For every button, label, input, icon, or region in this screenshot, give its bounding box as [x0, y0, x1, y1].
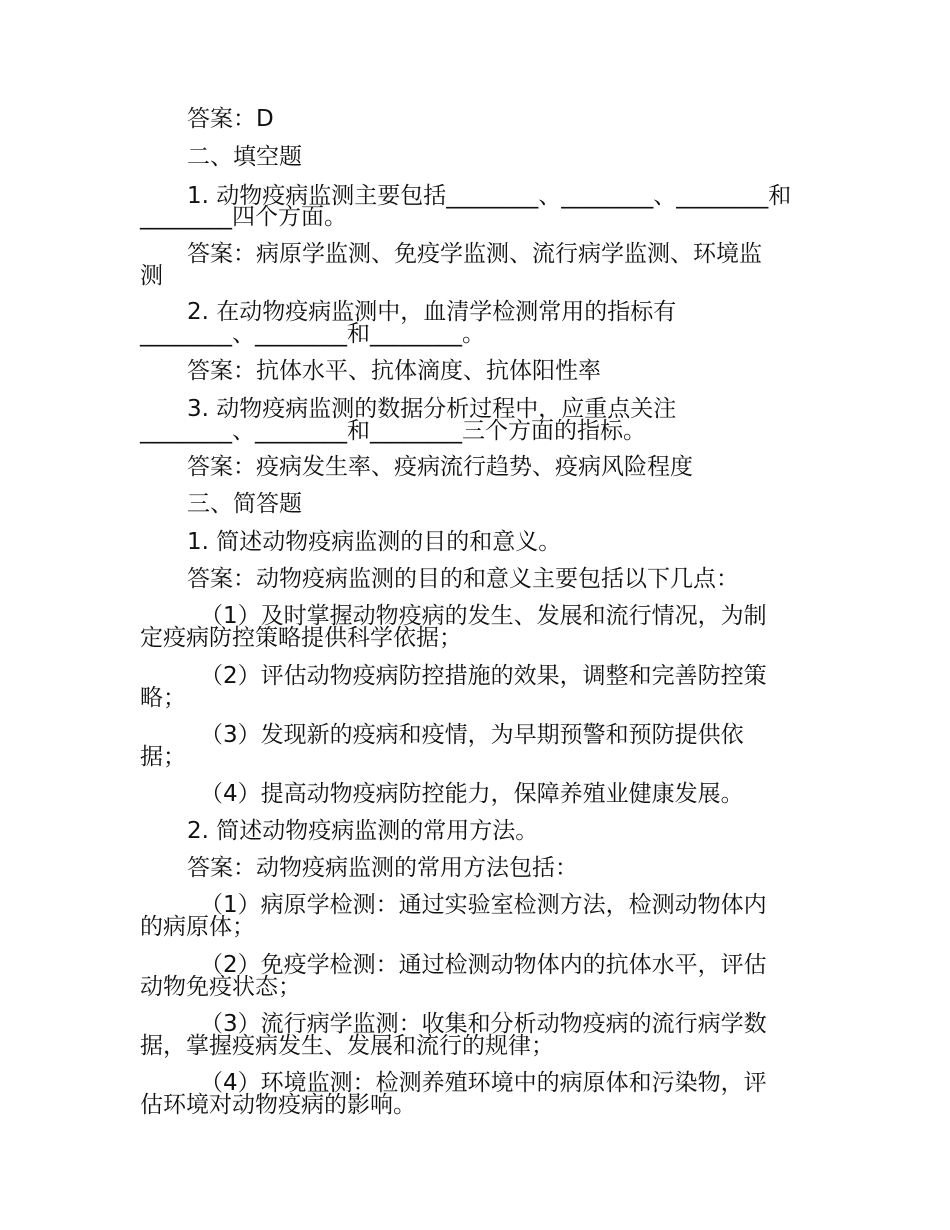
question-line: 3. 动物疫病监测的数据分析过程中，应重点关注	[187, 396, 677, 422]
answer-line: 答案：D	[187, 106, 274, 132]
question-line: 1. 动物疫病监测主要包括________、________、________和	[187, 183, 792, 209]
section-heading: 二、填空题	[187, 144, 302, 170]
answer-line: 答案：动物疫病监测的常用方法包括：	[187, 855, 578, 881]
list-item: （3）流行病学监测：收集和分析动物疫病的流行病学数	[200, 1011, 767, 1037]
answer-line: 答案：抗体水平、抗体滴度、抗体阳性率	[187, 358, 601, 384]
answer-line: 答案：疫病发生率、疫病流行趋势、疫病风险程度	[187, 454, 693, 480]
answer-line: 答案：病原学监测、免疫学监测、流行病学监测、环境监	[187, 241, 762, 267]
answer-line: 答案：动物疫病监测的目的和意义主要包括以下几点：	[187, 566, 739, 592]
list-item: （3）发现新的疫病和疫情，为早期预警和预防提供依	[200, 722, 744, 748]
list-item: （4）提高动物疫病防控能力，保障养殖业健康发展。	[200, 781, 744, 807]
list-item: （1）病原学检测：通过实验室检测方法，检测动物体内	[200, 892, 767, 918]
question-line: 2. 简述动物疫病监测的常用方法。	[187, 818, 539, 844]
list-item-continuation: 定疫病防控策略提供科学依据；	[140, 625, 462, 651]
question-line: 1. 简述动物疫病监测的目的和意义。	[187, 529, 562, 555]
question-continuation: ________四个方面。	[140, 204, 347, 230]
list-item: （4）环境监测：检测养殖环境中的病原体和污染物，评	[200, 1070, 767, 1096]
list-item-continuation: 估环境对动物疫病的影响。	[140, 1092, 416, 1118]
answer-continuation: 测	[140, 263, 163, 289]
list-item: （1）及时掌握动物疫病的发生、发展和流行情况，为制	[200, 603, 767, 629]
question-continuation: ________、________和________。	[140, 321, 485, 347]
list-item-continuation: 动物免疫状态；	[140, 974, 301, 1000]
list-item-continuation: 的病原体；	[140, 914, 255, 940]
list-item-continuation: 据；	[140, 744, 186, 770]
question-continuation: ________、________和________三个方面的指标。	[140, 418, 646, 444]
list-item-continuation: 据，掌握疫病发生、发展和流行的规律；	[140, 1033, 554, 1059]
question-line: 2. 在动物疫病监测中，血清学检测常用的指标有	[187, 299, 677, 325]
list-item-continuation: 略；	[140, 685, 186, 711]
section-heading: 三、简答题	[187, 491, 302, 517]
list-item: （2）免疫学检测：通过检测动物体内的抗体水平，评估	[200, 952, 767, 978]
list-item: （2）评估动物疫病防控措施的效果，调整和完善防控策	[200, 663, 767, 689]
